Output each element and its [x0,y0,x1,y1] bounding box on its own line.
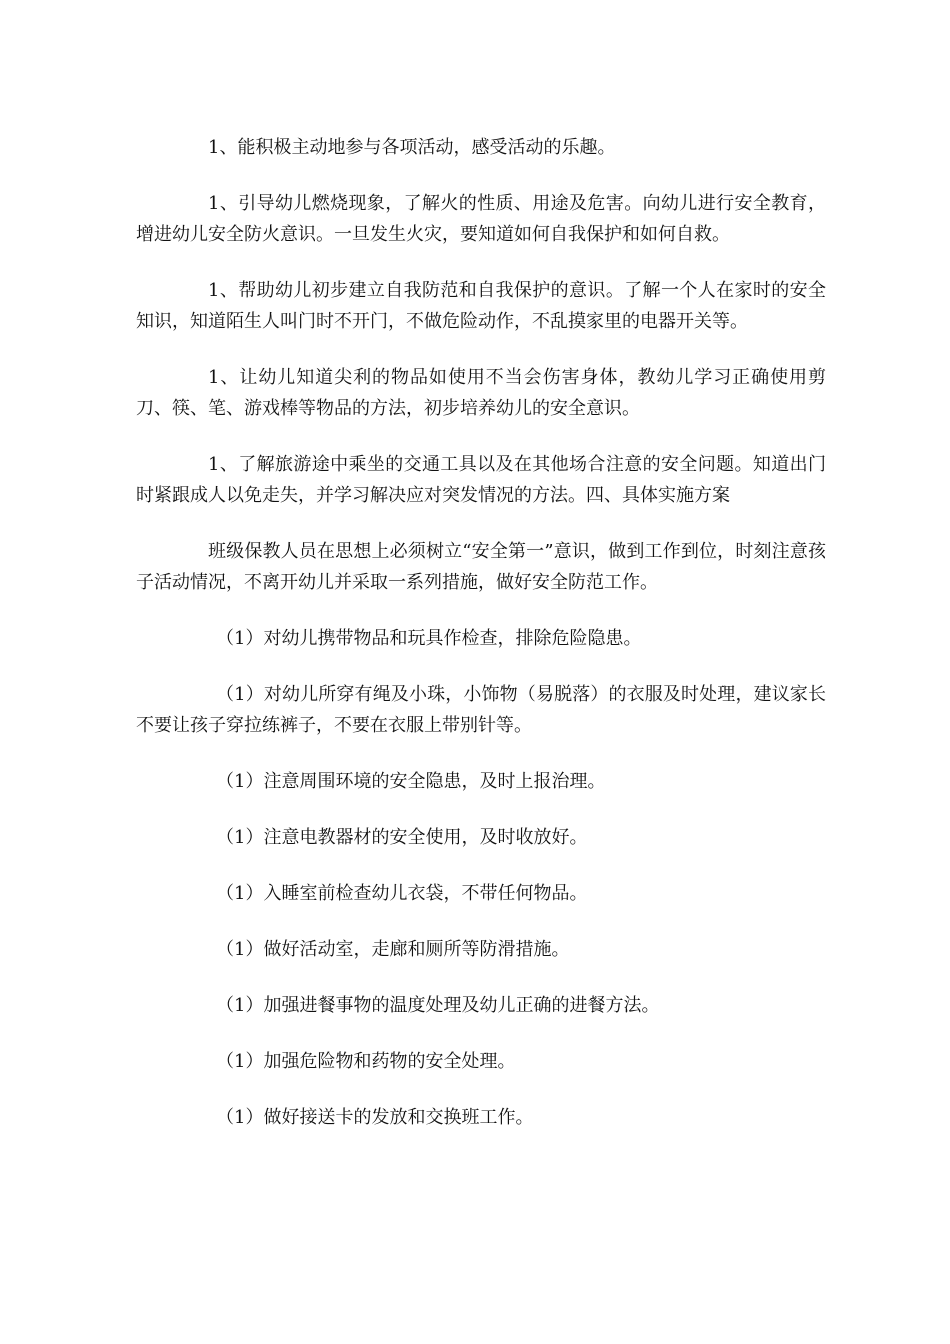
paragraph-goal-self-protection: 1、帮助幼儿初步建立自我防范和自我保护的意识。了解一个人在家时的安全知识，知道陌生人叫门时不开门，不做危险动作，不乱摸家里的电器开关等。 [136,280,826,332]
measure-item: （1）加强危险物和药物的安全处理。 [216,1051,516,1072]
document-body [136,132,826,1158]
paragraph-goal-travel-safety: 1、了解旅游途中乘坐的交通工具以及在其他场合注意的安全问题。知道出门时紧跟成人以免走失，并学习解决应对突发情况的方法。四、具体实施方案 [136,454,826,506]
paragraph-goal-activity: 1、能积极主动地参与各项活动，感受活动的乐趣。 [208,137,616,158]
measure-item: （1）注意电教器材的安全使用，及时收放好。 [216,827,588,848]
paragraph-goal-fire-safety: 1、引导幼儿燃烧现象，了解火的性质、用途及危害。向幼儿进行安全教育，增进幼儿安全防火意识。一旦发生火灾，要知道如何自我保护和如何自救。 [136,193,826,245]
measure-item: （1）对幼儿所穿有绳及小珠，小饰物（易脱落）的衣服及时处理，建议家长不要让孩子穿拉练裤子，不要在衣服上带别针等。 [136,684,826,736]
measure-item: （1）加强进餐事物的温度处理及幼儿正确的进餐方法。 [216,995,660,1016]
measure-item: （1）做好接送卡的发放和交换班工作。 [216,1107,534,1128]
measure-item: （1）做好活动室，走廊和厕所等防滑措施。 [216,939,570,960]
measure-item: （1）注意周围环境的安全隐患，及时上报治理。 [216,771,606,792]
paragraph-goal-sharp-objects: 1、让幼儿知道尖利的物品如使用不当会伤害身体，教幼儿学习正确使用剪刀、筷、笔、游戏棒等物品的方法，初步培养幼儿的安全意识。 [136,367,826,419]
measure-item: （1）对幼儿携带物品和玩具作检查，排除危险隐患。 [216,628,642,649]
measure-item: （1）入睡室前检查幼儿衣袋，不带任何物品。 [216,883,588,904]
paragraph-staff-responsibility: 班级保教人员在思想上必须树立“安全第一”意识，做到工作到位，时刻注意孩子活动情况，不离开幼儿并采取一系列措施，做好安全防范工作。 [136,541,826,593]
